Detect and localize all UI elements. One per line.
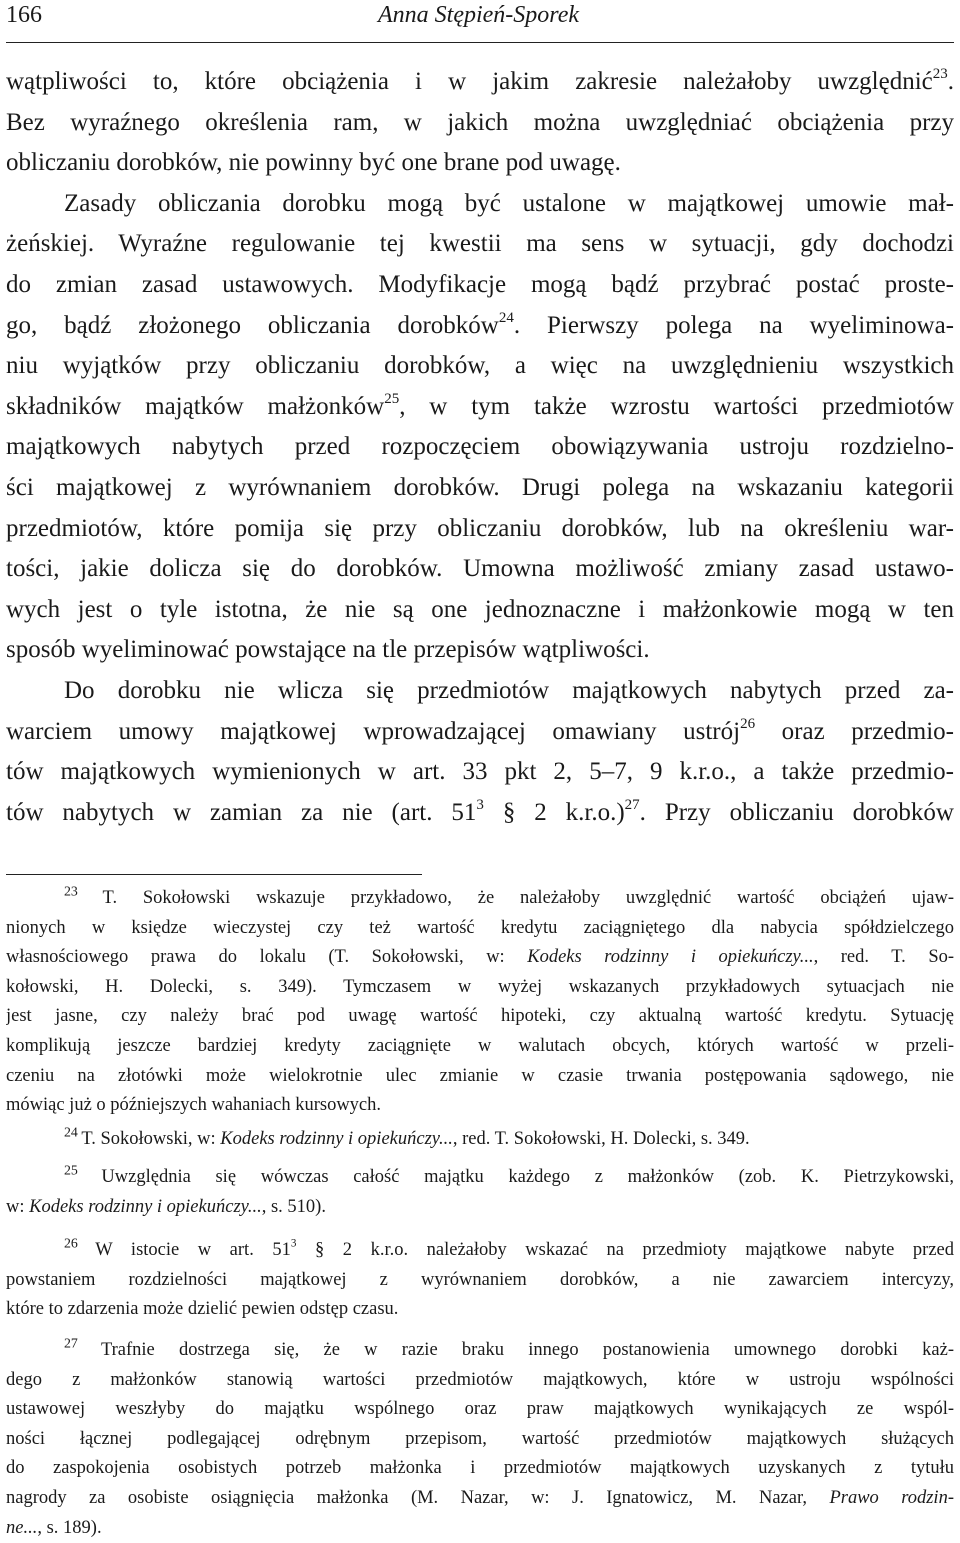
text-run: T. Sokołowski, w: (81, 1129, 221, 1149)
text-run: niu wyjątków przy obliczaniu dorobków, a więc na uwzględnieniu wszystkich (6, 352, 954, 380)
footnote-reference: 3 (290, 1237, 297, 1250)
text-line (6, 712, 954, 753)
footnote-line (6, 1484, 954, 1514)
text-line (6, 387, 954, 428)
footnote-line (6, 914, 954, 944)
text-run: do zmian zasad ustawowych. Modyfikacje mogą bądź przybrać postać proste- (6, 270, 954, 298)
footnote-line (6, 1163, 954, 1193)
text-line (6, 793, 954, 834)
text-run: mówiąc już o późniejszych wahaniach kursowych. (6, 1095, 382, 1116)
text-run: własnościowego prawa do lokalu (T. Sokołowski, w: (6, 947, 528, 968)
text-line (6, 103, 954, 144)
footnote-number: 23 (64, 884, 103, 900)
italic-title: Kodeks rodzinny i opiekuńczy... (527, 947, 814, 968)
text-run: T. Sokołowski wskazuje przykładowo, że należałoby uwzględnić wartość obciążeń ujaw- (102, 888, 954, 908)
footnote-line (6, 1236, 954, 1266)
text-run: . Przy obliczaniu dorobków (639, 798, 954, 826)
footnote-line (6, 1266, 954, 1296)
footnote-reference: 3 (476, 796, 484, 813)
italic-title: Kodeks rodzinny i opiekuńczy... (220, 1129, 453, 1149)
main-text (6, 62, 954, 833)
text-line (6, 590, 954, 631)
text-run: majątkowych nabytych przed rozpoczęciem obowiązywania ustroju rozdzielno- (6, 433, 954, 461)
text-run: w: (6, 1196, 30, 1217)
footnote-27 (6, 1336, 954, 1543)
text-run: tości, jakie dolicza się do dorobków. Umowna możliwość zmiany zasad ustawo- (6, 555, 954, 583)
text-run: ści majątkowej z wyrównaniem dorobków. Drugi polega na wskazaniu kategorii (6, 473, 954, 501)
text-run: , w tym także wzrostu wartości przedmiotów (399, 392, 954, 420)
footnote-reference: 27 (624, 796, 640, 813)
text-run: Do dorobku nie wlicza się przedmiotów majątkowych nabytych przed za- (64, 676, 954, 704)
footnote-line (6, 943, 954, 973)
text-run: § 2 k.r.o.) (483, 798, 625, 826)
text-line (6, 62, 954, 103)
page-number: 166 (6, 2, 42, 28)
running-author: Anna Stępień-Sporek (378, 2, 580, 28)
footnote-25 (6, 1163, 954, 1222)
footnote-line (6, 1425, 954, 1455)
text-run: ności łącznej podlegającej odrębnym przepisom, wartość przedmiotów majątkowych służących (6, 1428, 954, 1449)
footnote-line (6, 1002, 954, 1032)
text-run: obliczaniu dorobków, nie powinny być one brane pod uwagę. (6, 149, 621, 177)
text-line (6, 509, 954, 550)
text-run: go, bądź złożonego obliczania dorobków (6, 311, 499, 339)
text-run: Trafnie dostrzega się, że w razie braku innego postanowienia umownego dorobki każ- (100, 1340, 954, 1360)
text-run: żeńskiej. Wyraźne regulowanie tej kwestii ma sens w sytuacji, gdy dochodzi (6, 230, 954, 258)
italic-title: Kodeks rodzinny i opiekuńczy... (29, 1196, 262, 1217)
footnote-line (6, 1295, 954, 1325)
text-run: oraz przedmio- (755, 717, 954, 745)
footnote-line (6, 1193, 954, 1223)
text-run: kołowski, H. Dolecki, s. 349). Tymczasem w wyżej wskazanych przykładowych sytuacjach nie (6, 976, 954, 997)
text-line (6, 468, 954, 509)
footnote-23 (6, 884, 954, 1121)
text-run: W istocie w art. 51 (95, 1240, 291, 1260)
text-line (6, 752, 954, 793)
text-line (6, 630, 954, 671)
text-run: sposób wyeliminować powstające na tle przepisów wątpliwości. (6, 636, 650, 664)
text-run: które to zdarzenia może dzielić pewien odstęp czasu. (6, 1299, 399, 1320)
text-run: warciem umowy majątkowej wprowadzającej omawiany ustrój (6, 717, 741, 745)
footnote-line (6, 1125, 954, 1155)
footnote-line (6, 1395, 954, 1425)
footnote-line (6, 884, 954, 914)
footnote-separator (6, 874, 422, 875)
running-header (6, 0, 954, 43)
text-run: dego z małżonków stanowią wartości przedmiotów majątkowych, które w ustroju wspólności (6, 1369, 954, 1390)
footnote-line (6, 1032, 954, 1062)
text-run: tów nabytych w zamian za nie (art. 51 (6, 798, 477, 826)
text-run: Bez wyraźnego określenia ram, w jakich można uwzględniać obciążenia przy (6, 108, 954, 136)
footnote-reference: 23 (932, 65, 948, 82)
text-run: przedmiotów, które pomija się przy obliczaniu dorobków, lub na określeniu war- (6, 514, 954, 542)
text-run: tów majątkowych wymienionych w art. 33 pkt 2, 5–7, 9 k.r.o., a także przedmio- (6, 758, 954, 786)
text-line (6, 549, 954, 590)
text-line (6, 265, 954, 306)
italic-title: ne... (6, 1517, 38, 1538)
text-line (6, 224, 954, 265)
footnote-line (6, 1336, 954, 1366)
text-run: , red. T. So- (813, 947, 954, 968)
text-line (6, 306, 954, 347)
footnote-line (6, 1366, 954, 1396)
text-line (6, 671, 954, 712)
text-run: powstaniem rozdzielności majątkowej z wyrównaniem dorobków, a nie zawarciem intercyzy, (6, 1269, 954, 1290)
footnote-number: 25 (64, 1163, 102, 1179)
text-run: Uwzględnia się wówczas całość majątku każdego z małżonków (zob. K. Pietrzykowski, (101, 1167, 954, 1187)
text-run: wątpliwości to, które obciążenia i w jakim zakresie należałoby uwzględnić (6, 68, 933, 95)
footnote-line (6, 1062, 954, 1092)
text-run: czeniu na złotówki może wielokrotnie ulec zmianie w czasie trwania postępowania sądowego, nie (6, 1065, 954, 1086)
footnote-line (6, 1454, 954, 1484)
text-run: ustawowej weszłyby do majątku wspólnego oraz praw majątkowych wynikających ze wspól- (6, 1399, 954, 1420)
text-run: . (947, 68, 954, 95)
text-run: wych jest o tyle istotna, że nie są one jednoznaczne i małżonkowie mogą w ten (6, 595, 954, 623)
footnote-reference: 24 (498, 309, 514, 326)
footnote-line (6, 1091, 954, 1121)
footnote-reference: 26 (740, 715, 756, 732)
footnote-26 (6, 1236, 954, 1325)
text-run: Zasady obliczania dorobku mogą być ustalone w majątkowej umowie mał- (64, 189, 954, 217)
footnote-line (6, 1514, 954, 1543)
italic-title: Prawo rodzin- (829, 1487, 954, 1508)
footnote-number: 24 (64, 1125, 82, 1141)
text-line (6, 143, 954, 184)
text-run: , red. T. Sokołowski, H. Dolecki, s. 349. (452, 1129, 750, 1149)
text-line (6, 427, 954, 468)
text-line (6, 346, 954, 387)
footnote-number: 27 (64, 1336, 101, 1352)
footnote-line (6, 973, 954, 1003)
text-line (6, 184, 954, 225)
text-run: § 2 k.r.o. należałoby wskazać na przedmioty majątkowe nabyte przed (296, 1240, 954, 1260)
text-run: nionych w księdze wieczystej czy też wartość kredytu zaciągniętego dla nabycia spółdzielczego (6, 917, 954, 938)
text-run: jest jasne, czy należy brać pod uwagę wartość hipoteki, czy aktualną wartość kredytu. Sytuację (6, 1006, 954, 1027)
text-run: do zaspokojenia osobistych potrzeb małżonka i przedmiotów majątkowych uzyskanych z tytułu (6, 1458, 954, 1479)
footnote-24 (6, 1125, 954, 1155)
text-run: , s. 510). (261, 1196, 326, 1217)
text-run: komplikują jeszcze bardziej kredyty zaciągnięte w walutach obcych, których wartość w przeli- (6, 1035, 954, 1056)
text-run: . Pierwszy polega na wyeliminowa- (513, 311, 954, 339)
text-run: , s. 189). (37, 1517, 102, 1538)
text-run: składników majątków małżonków (6, 392, 385, 420)
footnote-number: 26 (64, 1236, 96, 1252)
footnote-reference: 25 (384, 390, 400, 407)
text-run: nagrody za osobiste osiągnięcia małżonka (M. Nazar, w: J. Ignatowicz, M. Nazar, (6, 1487, 830, 1508)
